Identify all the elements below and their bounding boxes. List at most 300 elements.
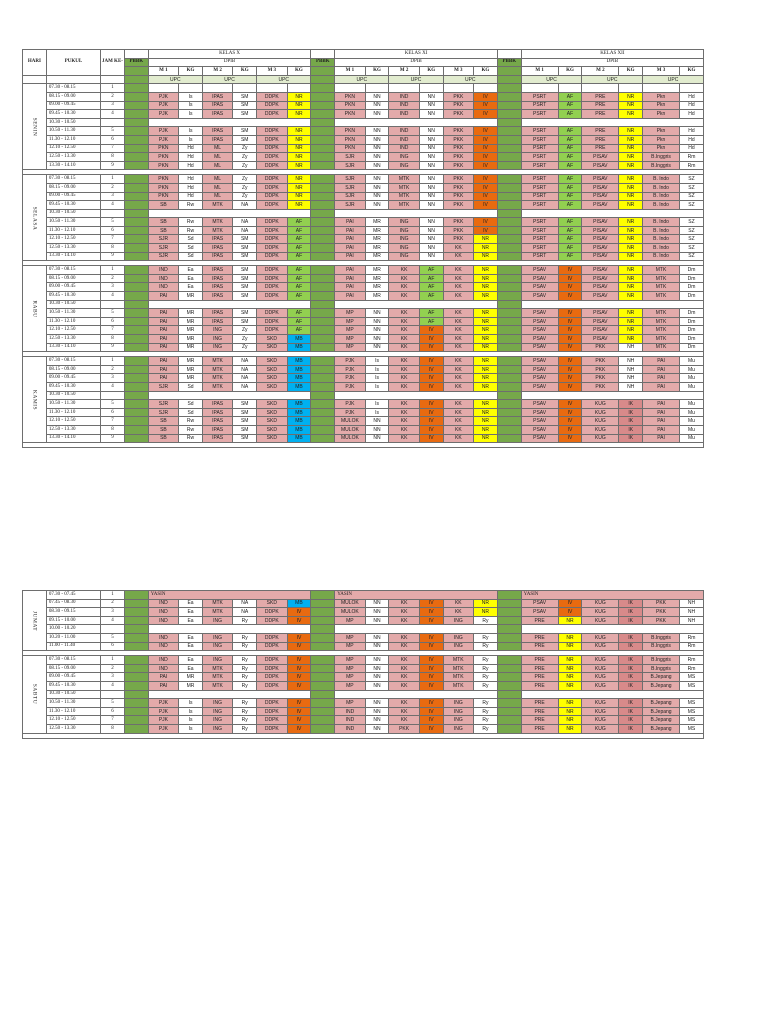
time-slot: 09.00 - 09.45: [46, 374, 100, 383]
teacher-code: SZ: [679, 218, 703, 227]
subject-code: DDPK: [257, 642, 287, 651]
pbbk-spacer: [497, 50, 521, 59]
teacher-code: SM: [233, 417, 257, 426]
teacher-code: AF: [558, 235, 582, 244]
period-number: 6: [101, 408, 125, 417]
subject-code: PKK: [582, 357, 619, 366]
teacher-code: IK: [619, 716, 643, 725]
subject-code: PSRT: [521, 161, 558, 170]
empty-cell: [46, 75, 100, 84]
teacher-code: Ry: [473, 673, 497, 682]
schedule-row: [23, 135, 704, 144]
period-number: 3: [101, 673, 125, 682]
subject-code: DDPK: [257, 724, 287, 733]
period-number: 8: [101, 244, 125, 253]
pbbk-cell: [497, 75, 521, 84]
schedule-row: [23, 408, 704, 417]
pbbk-cell: [497, 244, 521, 253]
subject-code: PRE: [521, 642, 558, 651]
subject-code: DDPK: [257, 292, 287, 301]
teacher-code: NR: [474, 343, 498, 352]
subject-code: IND: [389, 135, 419, 144]
time-slot: 12.50 - 13.30: [46, 153, 100, 162]
teacher-code: NR: [558, 699, 582, 708]
teacher-code: Ry: [233, 633, 257, 642]
subject-code: DDPK: [257, 218, 287, 227]
teacher-code: NR: [287, 201, 311, 210]
break-cell: [335, 300, 498, 309]
pbbk-cell: [497, 425, 521, 434]
subject-code: B.Jepang: [643, 724, 680, 733]
upc-label: UPC: [148, 75, 202, 84]
subject-code: PKK: [582, 365, 619, 374]
subject-code: KK: [389, 616, 419, 625]
subject-code: ML: [202, 144, 232, 153]
teacher-code: Sd: [179, 244, 203, 253]
teacher-code: NR: [619, 101, 643, 110]
teacher-code: IV: [419, 608, 443, 617]
teacher-code: Sd: [179, 408, 203, 417]
teacher-code: NR: [287, 153, 311, 162]
subject-code: PKN: [335, 101, 365, 110]
subject-code: KK: [443, 408, 473, 417]
time-slot: 13.30 - 14.10: [46, 252, 100, 261]
subject-code: PSAV: [521, 425, 558, 434]
teacher-code: NN: [365, 317, 389, 326]
subject-code: ING: [202, 326, 232, 335]
period-number: 5: [101, 218, 125, 227]
subject-code: B.Jepang: [643, 673, 680, 682]
period-number: 9: [101, 252, 125, 261]
pbbk-cell: [311, 209, 335, 218]
pbbk-cell: [311, 92, 335, 101]
teacher-code: IV: [419, 642, 443, 651]
period-number: 3: [101, 608, 125, 617]
subject-code: KUG: [582, 608, 619, 617]
teacher-code: NN: [419, 92, 443, 101]
teacher-code: NH: [619, 365, 643, 374]
teacher-code: NN: [419, 218, 443, 227]
subject-code: DDPK: [257, 144, 287, 153]
teacher-code: AF: [558, 252, 582, 261]
teacher-code: MS: [679, 716, 703, 725]
time-slot: 11.30 - 12.10: [46, 226, 100, 235]
subject-code: PSRT: [521, 92, 558, 101]
time-slot: 13.30 - 14.10: [46, 343, 100, 352]
sub-header: KG: [365, 67, 389, 76]
subject-code: PAI: [148, 326, 178, 335]
pbbk-cell: [311, 161, 335, 170]
teacher-code: NR: [474, 283, 498, 292]
sub-header: M 1: [521, 67, 558, 76]
subject-code: [257, 84, 287, 93]
schedule-row: [23, 335, 704, 344]
subject-code: SKD: [257, 400, 287, 409]
dept-label: DPIB: [148, 58, 311, 67]
period-number: 1: [101, 357, 125, 366]
teacher-code: NR: [619, 127, 643, 136]
subject-code: IND: [148, 266, 178, 275]
period-number: 2: [101, 274, 125, 283]
subject-code: SJR: [335, 175, 365, 184]
time-slot: 11.30 - 12.10: [46, 408, 100, 417]
sub-header: M 3: [643, 67, 680, 76]
teacher-code: Ea: [179, 266, 203, 275]
day-name: SENIN: [31, 117, 38, 137]
teacher-code: MR: [365, 235, 389, 244]
time-slot: 09.45 - 10.30: [46, 201, 100, 210]
teacher-code: Rw: [179, 434, 203, 443]
schedule-row: [23, 266, 704, 275]
subject-code: PSRT: [521, 144, 558, 153]
teacher-code: NR: [474, 266, 498, 275]
teacher-code: IV: [287, 664, 311, 673]
subject-code: KK: [443, 357, 473, 366]
subject-code: KK: [443, 317, 473, 326]
teacher-code: IK: [619, 673, 643, 682]
teacher-code: IV: [558, 434, 582, 443]
teacher-code: Hd: [679, 144, 703, 153]
teacher-code: NR: [474, 434, 498, 443]
subject-code: PISAV: [582, 161, 619, 170]
subject-code: MTK: [443, 656, 473, 665]
time-slot: 09.45 - 10.30: [46, 292, 100, 301]
subject-code: PSAV: [521, 283, 558, 292]
teacher-code: Is: [179, 101, 203, 110]
pbbk-cell: [311, 374, 335, 383]
pbbk-cell: [497, 226, 521, 235]
teacher-code: NR: [474, 309, 498, 318]
pbbk-cell: [124, 400, 148, 409]
teacher-code: MS: [679, 707, 703, 716]
pbbk-cell: [311, 67, 335, 76]
teacher-code: NR: [287, 92, 311, 101]
subject-code: IND: [389, 92, 419, 101]
teacher-code: MR: [365, 226, 389, 235]
subject-code: PKK: [582, 382, 619, 391]
subject-code: PKK: [443, 135, 473, 144]
pbbk-cell: [497, 110, 521, 119]
schedule-row: [23, 153, 704, 162]
schedule-row: [23, 681, 704, 690]
subject-code: MTK: [389, 201, 419, 210]
teacher-code: Rm: [679, 633, 703, 642]
pbbk-cell: [497, 183, 521, 192]
subject-code: MTK: [202, 599, 232, 608]
teacher-code: MB: [287, 434, 311, 443]
subject-code: PSAV: [521, 408, 558, 417]
subject-code: ML: [202, 175, 232, 184]
pbbk-cell: [311, 274, 335, 283]
pbbk-cell: [311, 681, 335, 690]
teacher-code: AF: [287, 309, 311, 318]
teacher-code: IV: [419, 724, 443, 733]
teacher-code: NR: [474, 425, 498, 434]
pbbk-cell: [124, 67, 148, 76]
teacher-code: NR: [619, 135, 643, 144]
period-number: 6: [101, 226, 125, 235]
pbbk-cell: [311, 266, 335, 275]
pbbk-cell: [497, 101, 521, 110]
subject-code: MTK: [202, 673, 232, 682]
teacher-code: IV: [558, 292, 582, 301]
period-number: 7: [101, 144, 125, 153]
subject-code: KK: [389, 382, 419, 391]
teacher-code: IK: [619, 599, 643, 608]
teacher-code: NN: [365, 599, 389, 608]
time-slot: 10.50 - 11.30: [46, 699, 100, 708]
subject-code: DDPK: [257, 326, 287, 335]
subject-code: MP: [335, 664, 365, 673]
time-slot: 13.30 - 14.10: [46, 161, 100, 170]
teacher-code: Hd: [179, 192, 203, 201]
subject-code: PAI: [148, 673, 178, 682]
subject-code: PRE: [582, 101, 619, 110]
break-cell: [521, 625, 703, 634]
teacher-code: IV: [558, 274, 582, 283]
teacher-code: AF: [287, 218, 311, 227]
pbbk-cell: [497, 175, 521, 184]
teacher-code: AF: [558, 144, 582, 153]
time-slot: 09.45 - 10.30: [46, 110, 100, 119]
subject-code: PKK: [443, 175, 473, 184]
subject-code: PJK: [335, 357, 365, 366]
subject-code: KK: [389, 309, 419, 318]
subject-code: IND: [335, 724, 365, 733]
time-slot: 10.20 - 11.00: [46, 633, 100, 642]
teacher-code: Rm: [679, 642, 703, 651]
subject-code: IND: [389, 110, 419, 119]
sub-header: KG: [619, 67, 643, 76]
teacher-code: Sd: [179, 382, 203, 391]
pbbk-cell: [124, 716, 148, 725]
subject-code: DDPK: [257, 633, 287, 642]
subject-code: ING: [202, 699, 232, 708]
teacher-code: Ry: [233, 681, 257, 690]
teacher-code: NR: [619, 144, 643, 153]
teacher-code: Dm: [679, 292, 703, 301]
teacher-code: IK: [619, 707, 643, 716]
teacher-code: Rw: [179, 417, 203, 426]
yasin-cell: YASIN: [521, 591, 703, 600]
subject-code: PSRT: [521, 127, 558, 136]
teacher-code: NR: [619, 252, 643, 261]
teacher-code: IV: [419, 664, 443, 673]
subject-code: MTK: [202, 374, 232, 383]
teacher-code: SZ: [679, 175, 703, 184]
subject-code: KUG: [582, 400, 619, 409]
subject-code: PAI: [148, 309, 178, 318]
pbbk-cell: [124, 144, 148, 153]
teacher-code: IV: [287, 699, 311, 708]
teacher-code: Zy: [233, 161, 257, 170]
subject-code: MP: [335, 633, 365, 642]
subject-code: DDPK: [257, 92, 287, 101]
pbbk-cell: [497, 153, 521, 162]
subject-code: ING: [202, 335, 232, 344]
teacher-code: NR: [619, 92, 643, 101]
teacher-code: NA: [233, 226, 257, 235]
teacher-code: IV: [419, 425, 443, 434]
subject-code: IPAS: [202, 135, 232, 144]
subject-code: PJK: [148, 135, 178, 144]
pbbk-cell: [497, 599, 521, 608]
subject-code: ING: [443, 699, 473, 708]
period-number: 2: [101, 92, 125, 101]
subject-code: PAI: [335, 283, 365, 292]
teacher-code: NN: [365, 110, 389, 119]
period-number: 4: [101, 382, 125, 391]
subject-code: ML: [202, 153, 232, 162]
subject-code: PKK: [443, 192, 473, 201]
period-number: 8: [101, 425, 125, 434]
teacher-code: Is: [179, 724, 203, 733]
subject-code: SJR: [335, 161, 365, 170]
time-slot: 08.15 - 09.00: [46, 274, 100, 283]
subject-code: IND: [148, 656, 178, 665]
teacher-code: Ry: [233, 642, 257, 651]
pbbk-cell: [124, 218, 148, 227]
pbbk-cell: [497, 357, 521, 366]
period-number: 9: [101, 343, 125, 352]
schedule-row: [23, 357, 704, 366]
teacher-code: NR: [619, 183, 643, 192]
subject-code: PJK: [148, 127, 178, 136]
period-number: 2: [101, 599, 125, 608]
subject-code: PISAV: [582, 226, 619, 235]
teacher-code: IV: [474, 101, 498, 110]
time-slot: 10.30 - 10.50: [46, 690, 100, 699]
pbbk-cell: [124, 201, 148, 210]
time-slot: 09.00 - 09.45: [46, 192, 100, 201]
pbbk-cell: [124, 92, 148, 101]
teacher-code: NR: [473, 608, 497, 617]
subject-code: KUG: [582, 656, 619, 665]
subject-code: KK: [443, 266, 473, 275]
subject-code: SJR: [148, 252, 178, 261]
subject-code: SB: [148, 417, 178, 426]
subject-code: PKK: [443, 226, 473, 235]
teacher-code: IV: [419, 633, 443, 642]
teacher-code: MR: [179, 374, 203, 383]
pbbk-cell: [311, 135, 335, 144]
subject-code: PJK: [148, 716, 178, 725]
schedule-row: [23, 127, 704, 136]
teacher-code: IV: [419, 599, 443, 608]
teacher-code: [619, 84, 643, 93]
period-number: 6: [101, 135, 125, 144]
teacher-code: MR: [179, 357, 203, 366]
subject-code: KUG: [582, 664, 619, 673]
subject-code: PAI: [643, 400, 680, 409]
teacher-code: AF: [558, 153, 582, 162]
pbbk-cell: [311, 400, 335, 409]
pbbk-cell: [311, 226, 335, 235]
subject-code: SB: [148, 218, 178, 227]
subject-code: KK: [389, 633, 419, 642]
teacher-code: NR: [287, 110, 311, 119]
period-number: 1: [101, 656, 125, 665]
schedule-row: [23, 591, 704, 600]
pbbk-cell: [124, 84, 148, 93]
subject-code: PKN: [148, 175, 178, 184]
teacher-code: MR: [365, 292, 389, 301]
teacher-code: IK: [619, 608, 643, 617]
pbbk-cell: [311, 707, 335, 716]
pbbk-cell: [124, 153, 148, 162]
teacher-code: Is: [365, 374, 389, 383]
pbbk-cell: [311, 175, 335, 184]
pbbk-cell: [124, 673, 148, 682]
pbbk-cell: [497, 400, 521, 409]
teacher-code: IV: [419, 616, 443, 625]
sub-header: M 2: [389, 67, 419, 76]
subject-code: PSRT: [521, 201, 558, 210]
day-label: [23, 266, 47, 352]
subject-code: PAI: [335, 235, 365, 244]
pbbk-cell: [124, 664, 148, 673]
subject-code: SKD: [257, 425, 287, 434]
teacher-code: NN: [365, 608, 389, 617]
subject-code: PAI: [335, 274, 365, 283]
period-number: 1: [101, 175, 125, 184]
subject-code: MTK: [643, 283, 680, 292]
subject-code: ING: [443, 707, 473, 716]
subject-code: PKK: [443, 183, 473, 192]
teacher-code: IV: [419, 335, 443, 344]
teacher-code: IV: [558, 317, 582, 326]
pbbk-cell: [124, 408, 148, 417]
pbbk-cell: [497, 699, 521, 708]
subject-code: DDPK: [257, 656, 287, 665]
teacher-code: NN: [419, 235, 443, 244]
pbbk-cell: [124, 309, 148, 318]
break-cell: [335, 690, 498, 699]
teacher-code: IK: [619, 434, 643, 443]
teacher-code: IV: [419, 417, 443, 426]
teacher-code: MB: [287, 374, 311, 383]
pbbk-cell: [497, 365, 521, 374]
break-cell: [335, 391, 498, 400]
teacher-code: IV: [474, 153, 498, 162]
teacher-code: MS: [679, 724, 703, 733]
subject-code: ING: [443, 616, 473, 625]
subject-code: ING: [389, 161, 419, 170]
subject-code: MTK: [643, 309, 680, 318]
teacher-code: Ry: [473, 642, 497, 651]
subject-code: PJK: [148, 724, 178, 733]
period-number: 5: [101, 633, 125, 642]
teacher-code: Ea: [179, 642, 203, 651]
time-slot: 08.30 - 09.15: [46, 608, 100, 617]
teacher-code: NR: [619, 235, 643, 244]
teacher-code: NN: [419, 127, 443, 136]
pbbk-cell: [124, 343, 148, 352]
time-slot: 08.15 - 09.00: [46, 183, 100, 192]
pbbk-cell: [124, 118, 148, 127]
time-slot: 09.00 - 09.45: [46, 101, 100, 110]
teacher-code: Mu: [679, 357, 703, 366]
subject-code: PISAV: [582, 252, 619, 261]
pbbk-cell: [497, 335, 521, 344]
teacher-code: NH: [619, 382, 643, 391]
time-slot: 07.45 - 08.30: [46, 599, 100, 608]
time-slot: 12.50 - 13.30: [46, 335, 100, 344]
subject-code: IND: [335, 707, 365, 716]
teacher-code: AF: [287, 235, 311, 244]
subject-code: MTK: [202, 681, 232, 690]
teacher-code: Mu: [679, 425, 703, 434]
